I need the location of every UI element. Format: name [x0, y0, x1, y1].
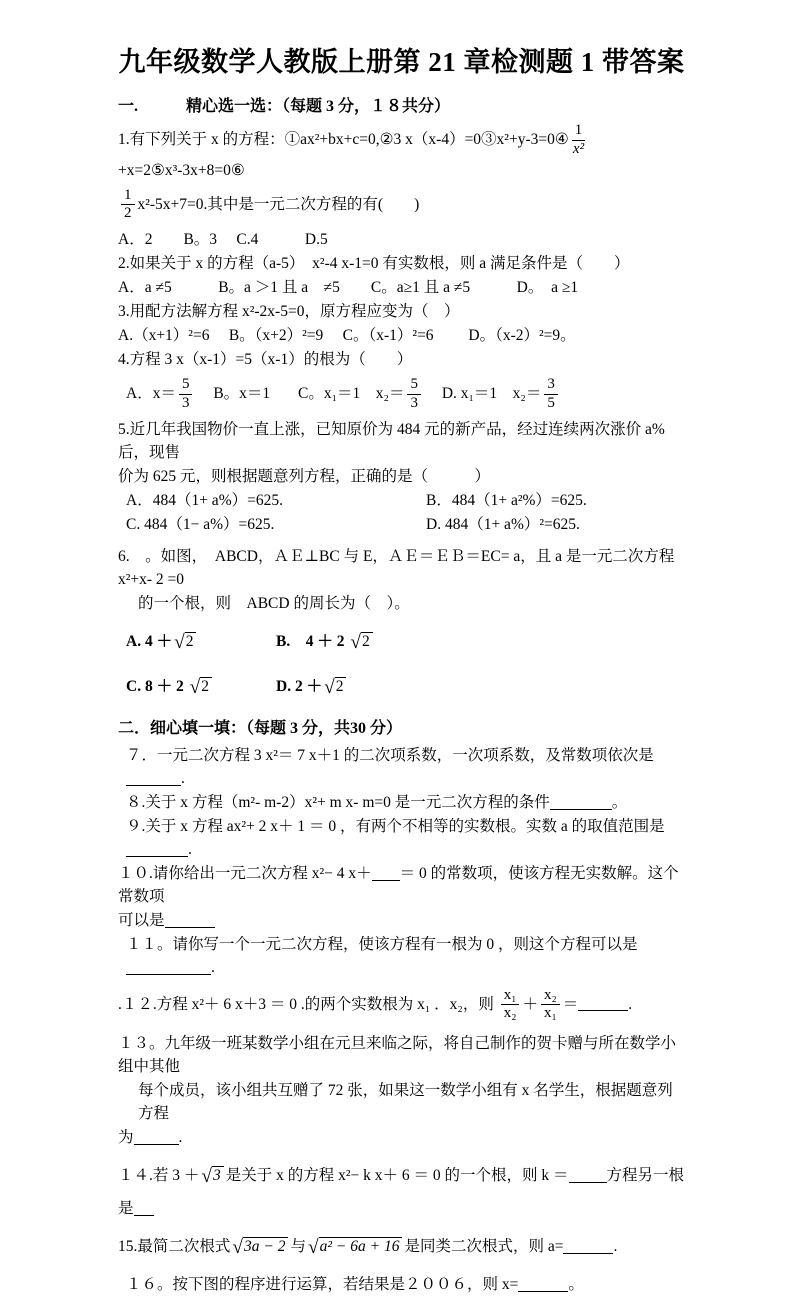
fraction-numerator: x₂ [541, 988, 560, 1006]
q13-period: . [178, 1129, 183, 1146]
fraction-numerator: 5 [179, 377, 193, 395]
fraction [501, 988, 520, 1023]
fraction-denominator: 3 [410, 394, 418, 411]
question-12 [118, 987, 685, 1024]
question-8 [118, 791, 685, 814]
q6-text-a: 6. 。如图， ABCD，ＡＥ⊥BC 与 E，ＡＥ＝ＥＢ＝EC= a，且 a 是一元二次方程 x²+x- 2 =0 [118, 547, 675, 588]
q10-text-b: ＝ 0 的常数项，使该方程无实数解。这个常数项 [118, 864, 679, 905]
question-14-text-1 [118, 1164, 685, 1188]
question-10-text-1 [118, 862, 685, 908]
radicand: 3 [212, 1166, 224, 1184]
answer-blank [550, 794, 612, 810]
fraction [121, 188, 135, 223]
sqrt-radical [189, 676, 212, 698]
question-1-options [118, 228, 685, 251]
question-1-text [118, 122, 685, 182]
q5-option-d: D. 484（1+ a%）²=625. [426, 515, 580, 533]
q15-text-b: 与 [290, 1238, 306, 1255]
q11-text: １１。请你写一个一元二次方程，使该方程有一根为 0 ，则这个方程可以是 [126, 935, 638, 953]
question-5-options-row-2 [118, 513, 685, 536]
sqrt-radical [324, 676, 346, 698]
question-9 [118, 815, 685, 861]
section-1-heading [118, 93, 685, 116]
q10-text-c: 可以是 [118, 911, 165, 929]
question-5-text-2 [118, 465, 685, 488]
q2-text: 2.如果关于 x 的方程（a-5） x²-4 x-1=0 有实数根，则 a 满足条件是（ ） [118, 255, 630, 272]
fraction-denominator: x₂ [503, 1005, 517, 1022]
q4-option-a: A．x＝ [126, 384, 176, 402]
q6-text-b: 的一个根，则 ABCD 的周长为（ ）。 [138, 594, 410, 612]
fraction-numerator: x₁ [501, 988, 520, 1006]
question-13-text-3 [118, 1126, 685, 1149]
fraction [544, 377, 558, 412]
fraction [572, 123, 586, 158]
question-5-text-1 [118, 418, 685, 464]
question-6-options-row-1 [118, 630, 685, 654]
q1-text-c: x²-5x+7=0.其中是一元二次方程的有( ) [137, 195, 420, 213]
answer-blank [578, 995, 628, 1011]
question-6-text-2 [118, 592, 685, 615]
q4-option-d: D. x₁＝1 x₂＝ [441, 384, 542, 402]
question-10-text-2 [118, 909, 685, 932]
q4-option-c: C。x₁＝1 x₂＝ [298, 384, 405, 402]
answer-blank [126, 959, 211, 975]
radical-sign-icon: √ [232, 1237, 244, 1258]
fraction [407, 377, 421, 412]
q5-text-b: 价为 625 元，则根据题意列方程，正确的是（ ） [118, 467, 491, 485]
question-2-options [118, 276, 685, 299]
question-6-options-row-2 [118, 675, 685, 699]
q13-text-a: １３。九年级一班某数学小组在元旦来临之际，将自己制作的贺卡赠与所在数学小组中其他 [118, 1035, 677, 1075]
q15-period: . [613, 1238, 618, 1255]
section-2-title: 二．细心填一填：（每题 3 分，共30 分） [118, 719, 403, 737]
radicand: 2 [335, 677, 347, 695]
q12-plus-sign: ＋ [522, 995, 538, 1013]
q14-text-c: 方程另一根 [606, 1167, 685, 1184]
q13-text-c: 为 [118, 1129, 134, 1146]
fraction-denominator: x² [572, 140, 585, 157]
radicand: a² − 6a + 16 [319, 1237, 403, 1255]
fraction-denominator: 5 [547, 394, 555, 411]
q12-text: .１２.方程 x²＋ 6 x＋3 ＝ 0 .的两个实数根为 x₁ ．x₂，则 [118, 995, 494, 1013]
radicand: 3a − 2 [243, 1237, 288, 1255]
q14-text-a: １４.若 3 ＋ [118, 1167, 200, 1184]
q5-option-c: C. 484（1− a%）=625. [126, 515, 275, 533]
q7-text: ７．一元二次方程 3 x²＝ 7 x＋1 的二次项系数，一次项系数，及常数项依次是 [126, 746, 654, 764]
q1-options-text: A．2 B。3 C.4 D.5 [118, 231, 328, 248]
page-title: 九年级数学人教版上册第 21 章检测题 1 带答案 [118, 47, 685, 77]
q4-option-b: B。x＝1 [213, 384, 271, 402]
q3-text: 3.用配方法解方程 x²-2x-5=0，原方程应变为（ ） [118, 303, 460, 320]
sqrt-radical [308, 1237, 402, 1258]
question-4-options [118, 376, 685, 413]
q5-option-b: B．484（1+ a²%）=625. [426, 491, 587, 509]
q14-text-b: 是关于 x 的方程 x²− k x＋ 6 ＝ 0 的一个根，则 k ＝ [225, 1167, 569, 1184]
fraction [541, 988, 560, 1023]
fraction [179, 377, 193, 412]
q1-text-b: +x=2⑤x³-3x+8=0⑥ [118, 161, 245, 179]
q3-options-text: A.（x+1）²=6 B。（x+2）²=9 C。（x-1）²=6 D。（x-2）²=9。 [118, 327, 576, 344]
question-6-text-1 [118, 545, 685, 591]
section-1-title: 精心选一选：（每题 3 分，１８共分） [186, 98, 451, 115]
radical-sign-icon: √ [201, 1166, 213, 1187]
answer-blank [569, 1167, 607, 1183]
radicand: 2 [200, 677, 212, 695]
radicand: 2 [185, 632, 197, 650]
question-15 [118, 1235, 685, 1259]
q6-option-d-text: D. 2 ＋ [276, 677, 323, 695]
question-4-text [118, 348, 685, 371]
radical-sign-icon: √ [174, 631, 185, 653]
q5-text-a: 5.近几年我国物价一直上涨，已知原价为 484 元的新产品，经过连续两次涨价 a%后，现售 [118, 420, 665, 461]
q16-period: 。 [568, 1276, 584, 1293]
question-2-text [118, 252, 685, 275]
fraction-denominator: 3 [181, 394, 190, 411]
answer-blank [126, 841, 188, 857]
q7-period: . [181, 769, 185, 787]
fraction-denominator: 2 [124, 205, 132, 222]
radical-sign-icon: √ [308, 1237, 319, 1258]
sqrt-radical [232, 1237, 288, 1258]
radical-sign-icon: √ [189, 676, 201, 698]
question-14-text-2 [118, 1197, 685, 1220]
q6-option-a [126, 630, 276, 654]
answer-blank [563, 1238, 613, 1254]
q2-options-text: A．a ≠5 B。a ＞1 且 a ≠5 C。a≥1 且 a ≠5 D。 a ≥1 [118, 279, 579, 296]
q12-equals-sign: ＝ [562, 995, 579, 1013]
q15-text-a: 15.最简二次根式 [118, 1238, 231, 1255]
section-2-heading [118, 715, 685, 738]
sqrt-radical [350, 631, 372, 653]
q12-period: . [628, 995, 633, 1013]
q5-option-a: A．484（1+ a%）=625. [126, 491, 283, 509]
q14-text-d: 是 [118, 1200, 134, 1217]
question-3-text [118, 300, 685, 323]
q6-option-b-text: B. 4 ＋ 2 [276, 632, 349, 650]
question-11 [118, 933, 685, 979]
q11-period: . [211, 958, 215, 976]
q9-period: . [188, 840, 192, 858]
q8-text: ８.关于 x 方程（m²- m-2）x²+ m x- m=0 是一元二次方程的条件 [126, 793, 550, 811]
q6-option-c [126, 675, 276, 699]
answer-blank [134, 1129, 179, 1145]
question-5-options-row-1 [118, 489, 685, 512]
radical-sign-icon: √ [350, 631, 361, 653]
section-1-number: 一. [118, 98, 139, 115]
q8-period: 。 [611, 793, 628, 811]
radicand: 2 [361, 632, 373, 650]
sqrt-radical [201, 1166, 223, 1187]
question-1-text-2 [118, 187, 685, 224]
fraction-numerator: 3 [544, 377, 558, 395]
q6-option-c-text: C. 8 ＋ 2 [126, 677, 188, 695]
q1-text-a: 1.有下列关于 x 的方程：①ax²+bx+c=0,②3 x（x-4）=0③x²+y-3=0④ [118, 130, 569, 148]
answer-blank [165, 912, 215, 928]
q6-option-a-text: A. 4 ＋ [126, 632, 173, 650]
question-13-text-2 [118, 1079, 685, 1125]
sqrt-radical [174, 631, 196, 653]
q16-text: １６。按下图的程序进行运算，若结果是２００６，则 x= [126, 1276, 519, 1293]
q10-text-a: １０.请你给出一元二次方程 x²− 4 x＋ [118, 864, 372, 882]
q9-text: ９.关于 x 方程 ax²+ 2 x＋ 1 ＝ 0 ，有两个不相等的实数根。实数 a 的取值范围是 [126, 817, 665, 835]
fraction-denominator: x₁ [543, 1005, 557, 1022]
q13-text-b: 每个成员，该小组共互赠了 72 张，如果这一数学小组有 x 名学生，根据题意列方程 [138, 1082, 673, 1122]
answer-blank [126, 770, 181, 786]
question-7 [118, 744, 685, 790]
radical-sign-icon: √ [324, 676, 335, 698]
question-16 [118, 1273, 685, 1296]
q4-text: 4.方程 3 x（x-1）=5（x-1）的根为（ ） [118, 351, 413, 368]
question-3-options [118, 324, 685, 347]
question-13-text-1 [118, 1032, 685, 1078]
answer-blank [134, 1200, 154, 1216]
answer-blank [372, 865, 400, 881]
fraction-numerator: 1 [121, 188, 135, 206]
q15-text-c: 是同类二次根式，则 a= [404, 1238, 564, 1255]
answer-blank [518, 1276, 568, 1292]
fraction-numerator: 1 [572, 123, 586, 141]
fraction-numerator: 5 [407, 377, 421, 395]
